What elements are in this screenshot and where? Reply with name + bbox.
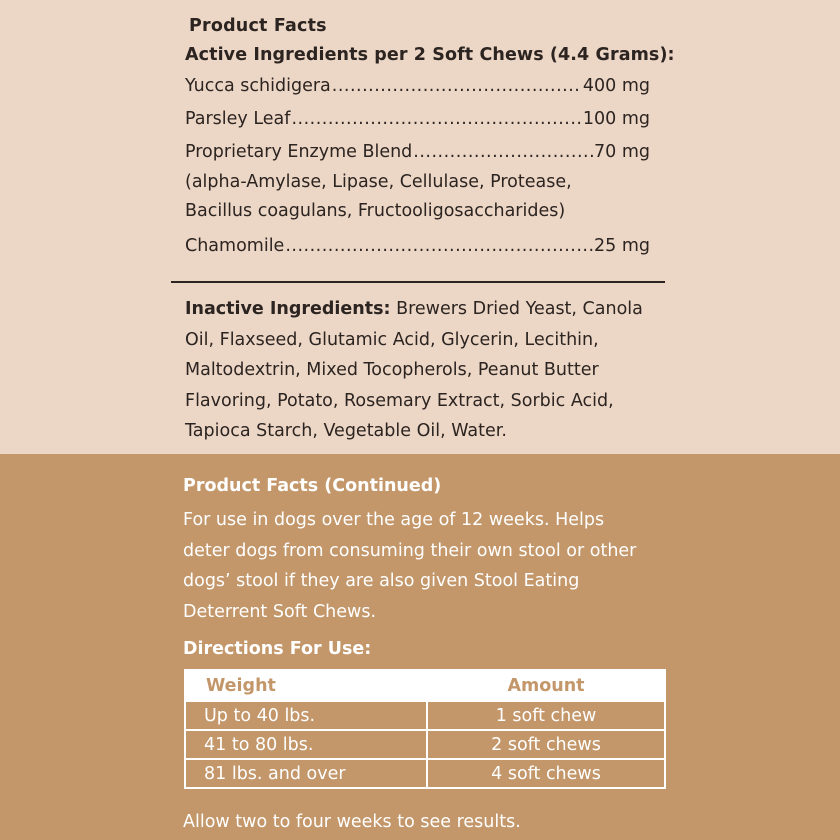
- active-ingredients-heading: Active Ingredients per 2 Soft Chews (4.4 Grams):: [185, 45, 675, 65]
- dot-leader: [291, 109, 581, 129]
- ingredient-name: Proprietary Enzyme Blend: [185, 142, 413, 162]
- amount-column-header: Amount: [427, 670, 665, 701]
- dot-leader: [332, 76, 582, 96]
- enzyme-note-line: (alpha-Amylase, Lipase, Cellulase, Protease,: [185, 172, 572, 192]
- inactive-ingredients-text: Brewers Dried Yeast, Canola Oil, Flaxseed, Glutamic Acid, Glycerin, Lecithin, Maltodextrin, Mixed Tocopherols, Peanut Butter Flavoring, Potato, Rosemary Extract, Sorbic Acid, Tapioca Starch, Vegetable Oil, Water.: [185, 299, 643, 441]
- usage-description: For use in dogs over the age of 12 weeks. Helps deter dogs from consuming their own stool or other dogs’ stool if they are also given Stool Eating Deterrent Soft Chews.: [183, 510, 637, 622]
- weight-cell: 81 lbs. and over: [185, 759, 427, 788]
- inactive-ingredients-label: Inactive Ingredients:: [185, 299, 391, 319]
- ingredient-name: Parsley Leaf: [185, 109, 291, 129]
- ingredient-row: [185, 236, 650, 256]
- dot-leader: [413, 142, 593, 162]
- amount-cell: 2 soft chews: [427, 730, 665, 759]
- ingredient-name: Yucca schidigera: [185, 76, 331, 96]
- dot-leader: [285, 236, 593, 256]
- ingredient-row: [185, 76, 650, 96]
- directions-heading: Directions For Use:: [183, 639, 372, 659]
- table-row: [185, 759, 665, 788]
- ingredient-row: [185, 142, 650, 162]
- table-header-row: [185, 670, 665, 701]
- continued-title: Product Facts (Continued): [183, 476, 442, 496]
- section-divider: [171, 281, 665, 283]
- table-row: [185, 730, 665, 759]
- amount-cell: 4 soft chews: [427, 759, 665, 788]
- dosage-table: [184, 669, 666, 789]
- results-note: Allow two to four weeks to see results.: [183, 812, 521, 832]
- amount-cell: 1 soft chew: [427, 701, 665, 730]
- ingredient-row: [185, 109, 650, 129]
- ingredient-amount: 70 mg: [594, 142, 650, 162]
- weight-cell: 41 to 80 lbs.: [185, 730, 427, 759]
- weight-cell: Up to 40 lbs.: [185, 701, 427, 730]
- inactive-ingredients: [185, 294, 663, 447]
- ingredient-amount: 400 mg: [582, 76, 650, 96]
- weight-column-header: Weight: [185, 670, 427, 701]
- ingredient-amount: 100 mg: [582, 109, 650, 129]
- enzyme-note-line: Bacillus coagulans, Fructooligosaccharides): [185, 201, 566, 221]
- table-row: [185, 701, 665, 730]
- ingredient-name: Chamomile: [185, 236, 285, 256]
- product-facts-title: Product Facts: [189, 16, 327, 36]
- ingredient-amount: 25 mg: [594, 236, 650, 256]
